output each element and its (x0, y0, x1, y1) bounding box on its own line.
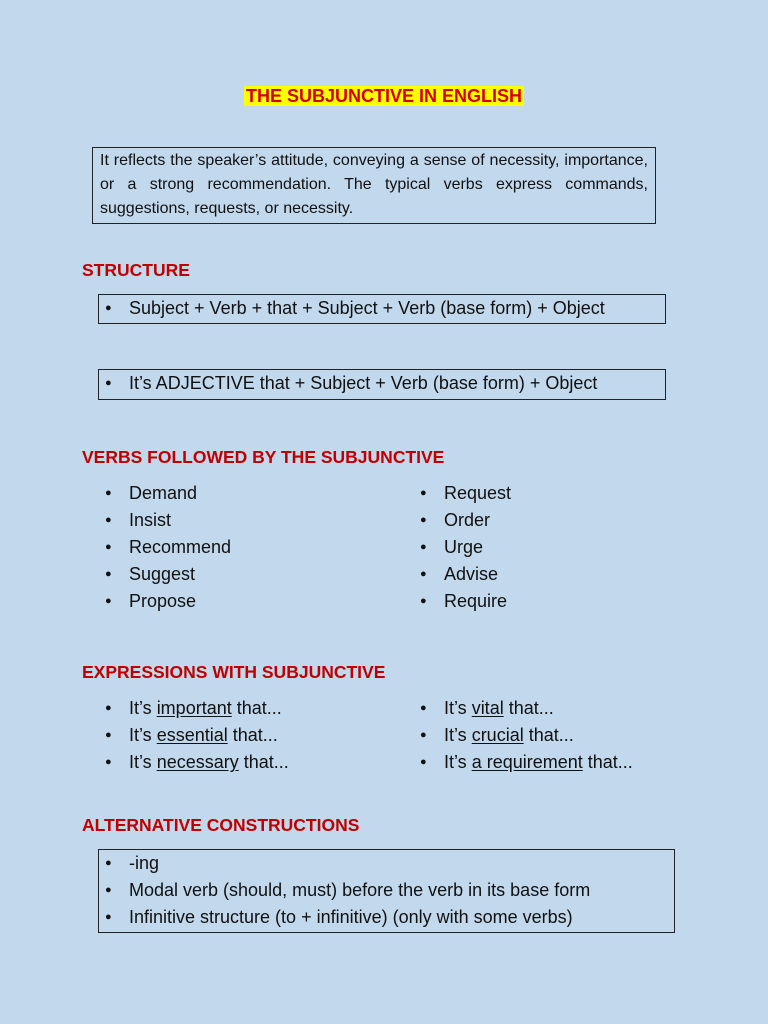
page-title (0, 86, 768, 107)
expressions-right-list (414, 695, 734, 776)
list-item: ● -ing (99, 850, 674, 877)
list-item: ● It’s crucial that... (414, 722, 734, 749)
list-item: ● Order (414, 507, 714, 534)
alternatives-heading: ALTERNATIVE CONSTRUCTIONS (82, 815, 360, 835)
list-item: ● Request (414, 480, 714, 507)
list-item: ● Insist (99, 507, 399, 534)
list-item: ● It’s vital that... (414, 695, 734, 722)
list-item: ● It’s essential that... (99, 722, 409, 749)
verbs-heading: VERBS FOLLOWED BY THE SUBJUNCTIVE (82, 447, 445, 467)
expressions-left-list (99, 695, 409, 776)
list-item: ● Modal verb (should, must) before the verb in its base form (99, 877, 674, 904)
structure-formula-1: ● Subject + Verb + that + Subject + Verb (base form) + Object (99, 295, 665, 322)
list-item: ● Infinitive structure (to + infinitive) (only with some verbs) (99, 904, 674, 931)
verbs-right-list (414, 480, 714, 615)
structure-heading: STRUCTURE (82, 260, 190, 280)
list-item: ● It’s important that... (99, 695, 409, 722)
list-item: ● It’s a requirement that... (414, 749, 734, 776)
list-item: ● Demand (99, 480, 399, 507)
verbs-left-list (99, 480, 399, 615)
expressions-heading: EXPRESSIONS WITH SUBJUNCTIVE (82, 662, 386, 682)
list-item: ● Require (414, 588, 714, 615)
structure-formula-box-2 (98, 369, 666, 400)
list-item: ● Urge (414, 534, 714, 561)
title-text: THE SUBJUNCTIVE IN ENGLISH (245, 86, 523, 106)
list-item: ● Propose (99, 588, 399, 615)
list-item: ● Suggest (99, 561, 399, 588)
list-item: ● It’s necessary that... (99, 749, 409, 776)
list-item: ● Recommend (99, 534, 399, 561)
structure-formula-2: ● It’s ADJECTIVE that + Subject + Verb (base form) + Object (99, 370, 665, 397)
structure-formula-box-1 (98, 294, 666, 324)
list-item: ● Advise (414, 561, 714, 588)
alternatives-box (98, 849, 675, 933)
intro-box: It reflects the speaker’s attitude, conveying a sense of necessity, importance, or a strong recommendation. The typical verbs express commands, suggestions, requests, or necessity. (92, 147, 656, 224)
